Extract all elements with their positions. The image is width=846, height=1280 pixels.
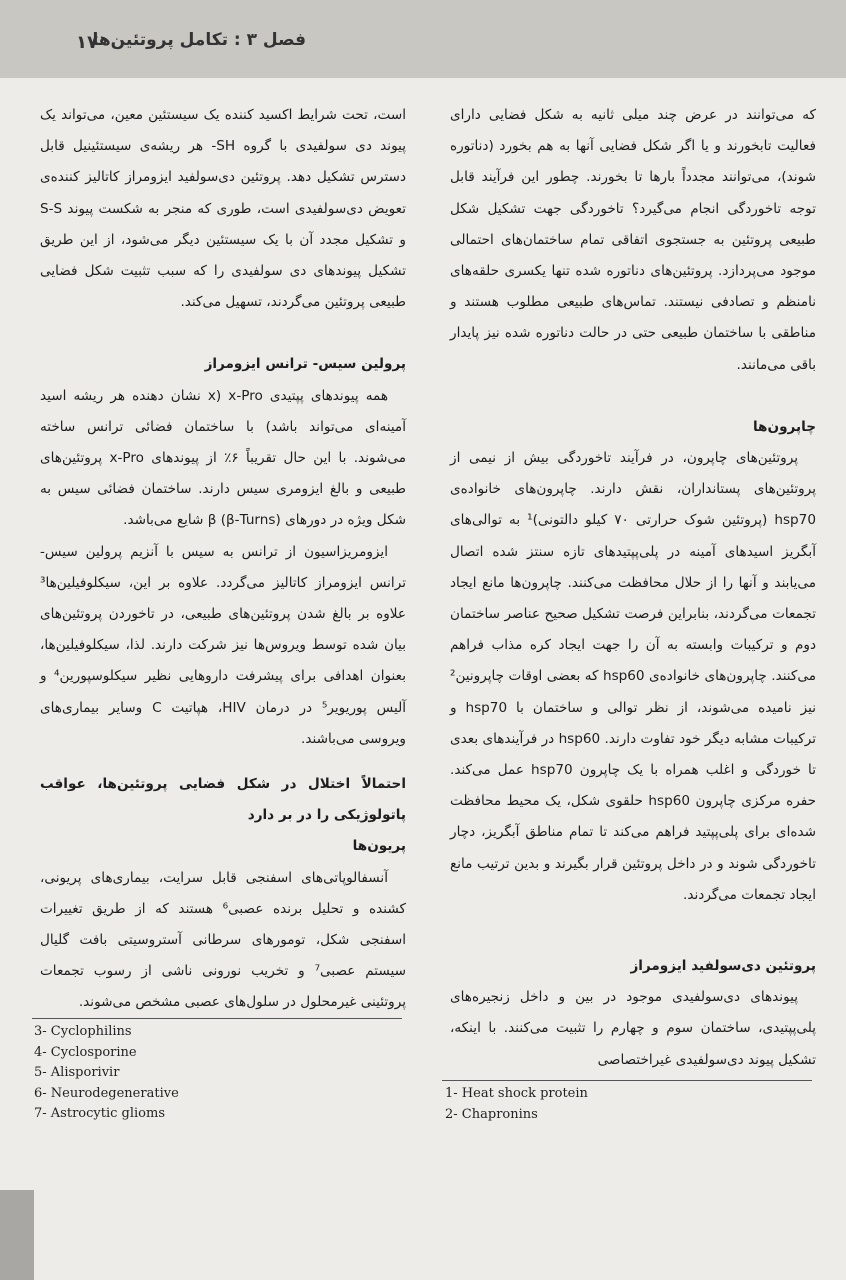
running-head: فصل ۳ : تکامل پروتئین‌ها	[92, 30, 306, 50]
footnote-divider-right	[442, 1080, 812, 1081]
section-heading-misfolding: احتمالاً اختلال در شکل فضایی پروتئین‌ها، عواقب پاتولوژیکی را در بر دارد	[40, 776, 406, 824]
page-edge-shadow	[0, 1190, 34, 1280]
footnote: 7- Astrocytic glioms	[34, 1106, 166, 1121]
footnote: 1- Heat shock protein	[445, 1086, 588, 1101]
paragraph-pdi-cont: است، تحت شرایط اکسید کننده یک سیستئین معین، می‌تواند یک پیوند دی سولفیدی با گروه SH- هر ریشه‌ی سیستئینیل قابل دسترس تشکیل دهد. پروتئین دی‌سولفید ایزومراز کاتالیز کننده‌ی تعویض دی‌سولفیدی است، طوری که منجر به شکست پیوند S-S و تشکیل مجدد آن با یک سیستئین دیگر می‌شود، از این طریق تشکیل پیوندهای دی سولفیدی را که سبب تثبیت شکل فضایی طبیعی پروتئین می‌گردند، تسهیل می‌کند.	[40, 107, 406, 311]
left-column	[40, 100, 406, 1019]
footnotes-left	[34, 1022, 404, 1125]
footnote: 6- Neurodegenerative	[34, 1085, 179, 1101]
right-column	[450, 100, 816, 1076]
section-heading-prions: پریون‌ها	[352, 838, 406, 855]
section-heading-prolyl-isomerase: پرولین سیس- ترانس ایزومراز	[204, 356, 406, 373]
footnote: 4- Cyclosporine	[34, 1044, 137, 1060]
page-number: ۱۷	[76, 32, 98, 53]
paragraph-pdi: پیوندهای دی‌سولفیدی موجود در بین و داخل زنجیره‌های پلی‌پپتیدی، ساختمان سوم و چهارم را تثبیت می‌کنند. با اینکه، تشکیل پیوند دی‌سولفیدی غیراختصاصی	[450, 989, 816, 1068]
footnote: 5- Alisporivir	[34, 1065, 120, 1080]
footnotes-right	[445, 1084, 815, 1125]
paragraph-folding: که می‌توانند در عرض چند میلی ثانیه به شکل فضایی دارای فعالیت تابخورند و یا اگر شکل فضایی آنها به هم بخورد (دناتوره شوند)، می‌توانند مجدداً بارها تا بخورند. چطور این فرآیند قابل توجه تاخوردگی انجام می‌گیرد؟ تاخوردگی جهت تشکیل شکل طبیعی پروتئین به جستجوی اتفاقی تمام ساختمان‌های احتمالی موجود می‌پردازد. پروتئین‌های دناتوره شده تنها یکسری حلقه‌های نامنظم و تصادفی نیستند. تماس‌های طبیعی مطلوب هستند و مناطقی با ساختمان طبیعی حتی در حالت دناتوره شده نیز پایدار باقی می‌مانند.	[450, 107, 816, 373]
footnote: 3- Cyclophilins	[34, 1024, 132, 1039]
section-heading-chaperones: چاپرون‌ها	[752, 418, 816, 435]
paragraph-chaperones: پروتئین‌های چاپرون، در فرآیند تاخوردگی بیش از نیمی از پروتئین‌های پستانداران، نقش دارند. چاپرون‌های خانواده‌ی hsp70 (پروتئین شوک حرارتی ۷۰ کیلو دالتونی)¹ به توالی‌های آبگریز اسیدهای آمینه در پلی‌پپتیدهای تازه سنتز شده اتصال می‌یابند و آنها را از حلال محافظت می‌کنند. چاپرون‌ها مانع ایجاد تجمعات می‌گردند، بنابراین فرصت تشکیل صحیح عناصر ساختمان دوم و ترکیبات وابسته به آن را جهت ایجاد کره مذاب فراهم می‌کنند. چاپرون‌های خانواده‌ی hsp60 که بعضی اوقات چاپرونین² نیز نامیده می‌شوند، از نظر توالی و ساختمان با hsp70 و ترکیبات مشابه دیگر خود تفاوت دارند. hsp60 در فرآیندهای بعدی تا خوردگی و اغلب همراه با یک چاپرون hsp70 عمل می‌کند. حفره مرکزی چاپرون hsp60 حلقوی شکل، یک محیط محافظت شده‌ای برای پلی‌پپتید فراهم می‌کند تا تمام مناطق آبگریز، دچار تاخوردگی شوند و در داخل پروتئین قرار بگیرند و بدین ترتیب مانع ایجاد تجمعات می‌گردند.	[450, 450, 817, 903]
paragraph-cyclophilins: ایزومریزاسیون از ترانس به سیس با آنزیم پرولین سیس- ترانس ایزومراز کاتالیز می‌گردد. علاوه بر این، سیکلوفیلین‌ها³ علاوه بر بالغ شدن پروتئین‌های طبیعی، در تاخوردن پروتئین‌های بیان شده توسط ویروس‌ها نیز شرکت دارند. لذا، سیکلوفیلین‌ها، بعنوان اهدافی برای پیشرفت داروهایی نظیر سیکلوسپورین⁴ و آلیس پوریویر⁵ در درمان HIV، هپاتیت C وسایر بیماری‌های ویروسی می‌باشند.	[40, 543, 406, 747]
paragraph-prions: آنسفالوپاتی‌های اسفنجی قابل سرایت، بیماری‌های پریونی، کشنده و تحلیل برنده عصبی⁶ هستند که از طریق تغییرات اسفنجی شکل، تومورهای سرطانی آستروسیتی بافت گلیال سیستم عصبی⁷ و تخریب نورونی ناشی از رسوب تجمعات پروتئینی غیرمحلول در سلول‌های عصبی مشخص می‌شوند.	[40, 869, 407, 1011]
paragraph-xpro-bonds: همه پیوندهای پپتیدی x-Pro (x نشان دهنده هر ریشه اسید آمینه‌ای می‌تواند باشد) با ساختمان فضائی ترانس ساخته می‌شوند. با این حال تقریباً ۶٪ از پیوندهای x-Pro پروتئین‌های طبیعی و بالغ ایزومری سیس دارند. ساختمان فضائی سیس به شکل ویژه در دورهای β (β-Turns) شایع می‌باشد.	[40, 387, 406, 529]
footnote: 2- Chapronins	[445, 1106, 538, 1122]
footnote-divider-left	[32, 1018, 402, 1019]
section-heading-pdi: پروتئین دی‌سولفید ایزومراز	[630, 958, 816, 975]
